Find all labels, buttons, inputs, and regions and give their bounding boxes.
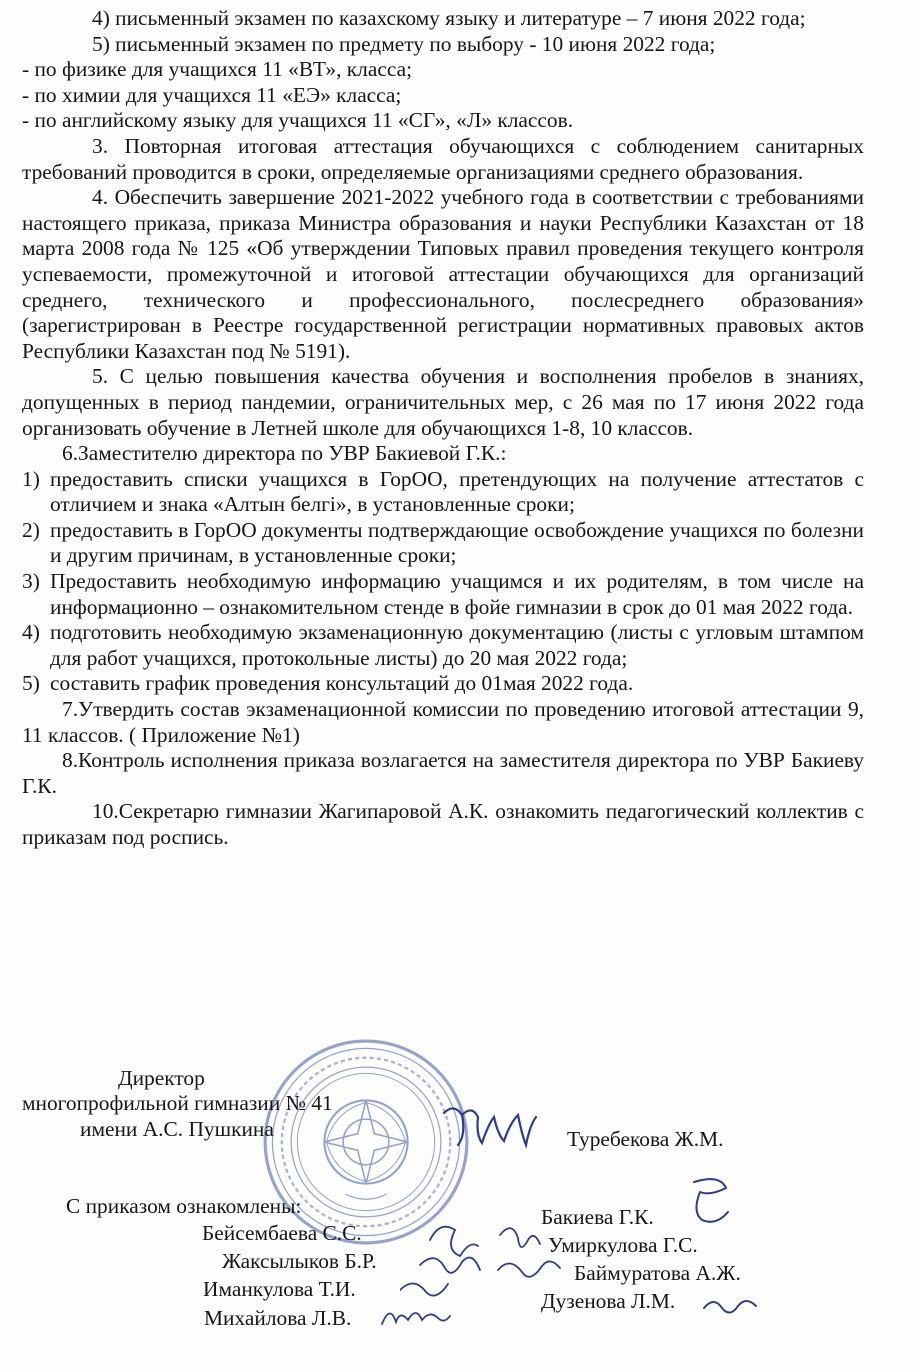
director-name: Туребекова Ж.М. — [567, 1127, 724, 1151]
subitem-text: Предоставить необходимую информацию учащимся и их родителям, в том числе на информационно – ознакомительном стенде в фойе гимназии в срок до 01 мая 2022 года. — [50, 569, 864, 619]
subitem-text: составить график проведения консультаций до 01мая 2022 года. — [50, 671, 634, 696]
mikhailova-signature-icon — [378, 1298, 454, 1332]
acquainted-left-3: Иманкулова Т.И. — [203, 1277, 356, 1301]
clause-8: 8.Контроль исполнения приказа возлагается на заместителя директора по УВР Бакиеву Г.К. — [22, 748, 864, 798]
acquainted-left-4: Михайлова Л.В. — [204, 1306, 352, 1330]
director-title-line1: Директор — [118, 1066, 205, 1090]
acquainted-right-4: Дузенова Л.М. — [541, 1289, 676, 1313]
duzenova-signature-icon — [700, 1290, 760, 1324]
subitem-number: 5) — [22, 671, 40, 696]
bullet-english: - по английскому языку для учащихся 11 «СГ», «Л» классов. — [22, 108, 574, 133]
staff-signatures-icon — [400, 1210, 590, 1305]
subitem-number: 2) — [22, 517, 40, 542]
acquainted-label: С приказом ознакомлены: — [66, 1194, 302, 1218]
clause-10: 10.Секретарю гимназии Жагипаровой А.К. ознакомить педагогический коллектив с приказам под роспись. — [22, 799, 864, 849]
acquainted-left-1: Бейсембаева С.С. — [202, 1221, 362, 1245]
item-5: 5) письменный экзамен по предмету по выбору - 10 июня 2022 года; — [92, 31, 716, 56]
subitem-text: подготовить необходимую экзаменационную документацию (листы с угловым штампом для работ учащихся, протокольные листы) до 20 мая 2022 года; — [50, 620, 864, 670]
acquainted-left-2: Жаксылыков Б.Р. — [222, 1249, 377, 1273]
subitem-number: 3) — [22, 569, 40, 594]
subitem-2 — [22, 518, 864, 569]
clause-3: 3. Повторная итоговая аттестация обучающихся с соблюдением санитарных требований проводится в сроки, определяемые организациями среднего образования. — [22, 133, 864, 184]
subitem-4 — [22, 620, 864, 671]
clause-5: 5. С целью повышения качества обучения и восполнения пробелов в знаниях, допущенных в период пандемии, ограничительных мер, с 26 мая по 17 июня 2022 года организовать обучение в Летней школе для обучающихся 1-8, 10 классов. — [22, 364, 864, 440]
clause-7: 7.Утвердить состав экзаменационной комиссии по проведению итоговой аттестации 9, 11 классов. ( Приложение №1) — [22, 697, 864, 747]
acquainted-right-2: Умиркулова Г.С. — [548, 1233, 698, 1257]
director-title-line2: многопрофильной гимназии № 41 — [22, 1091, 333, 1115]
bullet-physics: - по физике для учащихся 11 «ВТ», класса; — [22, 57, 413, 82]
subitem-number: 4) — [22, 620, 40, 645]
subitem-number: 1) — [22, 466, 40, 491]
item-4: 4) письменный экзамен по казахскому языку и литературе – 7 июня 2022 года; — [92, 6, 806, 30]
director-signature-icon — [438, 1095, 538, 1165]
document-body — [22, 6, 864, 851]
clause-6: 6.Заместителю директора по УВР Бакиевой Г.К.: — [62, 441, 507, 466]
subitem-text: предоставить списки учащихся в ГорОО, претендующих на получение аттестатов с отличием и знака «Алтын белгі», в установленные сроки; — [50, 466, 864, 517]
subitem-3 — [22, 569, 864, 620]
subitem-text: предоставить в ГорОО документы подтверждающие освобождение учащихся по болезни и другим причинам, в установленные сроки; — [50, 517, 864, 568]
acquainted-right-3: Баймуратова А.Ж. — [574, 1261, 741, 1285]
subitem-5 — [22, 671, 864, 697]
clause-4: 4. Обеспечить завершение 2021-2022 учебного года в соответствии с требованиями настоящего приказа, приказа Министра образования и науки Республики Казахстан от 18 марта 2008 года № 125 «Об утверждении Типовых правил проведения текущего контроля успеваемости, промежуточной и итоговой аттестации обучающихся для организаций среднего, технического и профессионального, послесреднего образования» (зарегистрирован в Реестре государственной регистрации нормативных правовых актов Республики Казахстан под № 5191). — [22, 185, 864, 363]
bakieva-signature-icon — [680, 1172, 740, 1232]
bullet-chemistry: - по химии для учащихся 11 «ЕЭ» класса; — [22, 82, 402, 107]
acquainted-right-1: Бакиева Г.К. — [541, 1205, 654, 1229]
director-title-line3: имени А.С. Пушкина — [80, 1117, 274, 1141]
subitem-1 — [22, 467, 864, 518]
